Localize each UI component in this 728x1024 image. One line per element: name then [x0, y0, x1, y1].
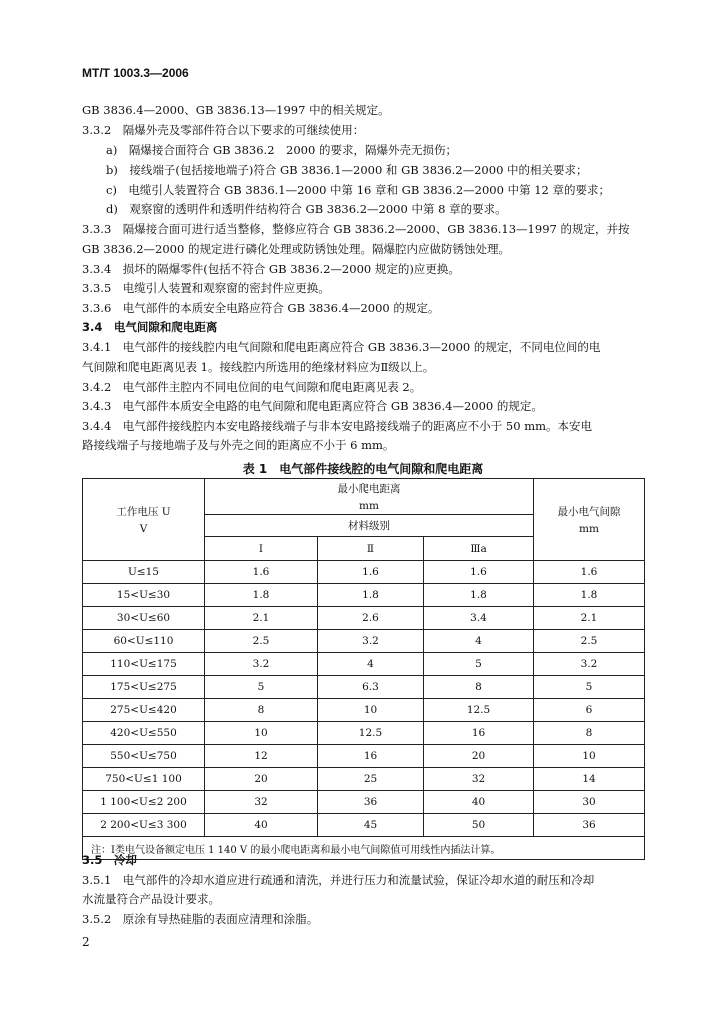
- table-body: [83, 561, 645, 837]
- value-cell: 1.6: [205, 561, 318, 584]
- value-cell: 2.5: [534, 630, 645, 653]
- value-cell: 1.8: [534, 584, 645, 607]
- value-cell: 32: [205, 791, 318, 814]
- text-line: 水流量符合产品设计要求。: [82, 892, 220, 906]
- header-voltage-label: 工作电压 U: [116, 506, 171, 518]
- value-cell: 1.6: [534, 561, 645, 584]
- clause-3-4-1: 3.4.1 电气部件的接线腔内电气间隙和爬电距离应符合 GB 3836.3—2000 的规定，不同电位间的电: [82, 340, 601, 354]
- table-row: [83, 791, 645, 814]
- value-cell: 10: [534, 745, 645, 768]
- table-row: [83, 699, 645, 722]
- value-cell: 6: [534, 699, 645, 722]
- value-cell: 1.8: [205, 584, 318, 607]
- clause-3-3-5: 3.3.5 电缆引人装置和观察窗的密封件应更换。: [82, 281, 330, 295]
- clause-3-5-2: 3.5.2 原涂有导热硅脂的表面应清理和涂脂。: [82, 912, 319, 926]
- voltage-range-cell: 550<U≤750: [83, 745, 205, 768]
- value-cell: 3.4: [424, 607, 534, 630]
- header-creepage-label: 最小爬电距离: [337, 483, 401, 495]
- value-cell: 8: [205, 699, 318, 722]
- value-cell: 4: [318, 653, 424, 676]
- value-cell: 25: [318, 768, 424, 791]
- value-cell: 12: [205, 745, 318, 768]
- header-voltage: [83, 479, 205, 561]
- item-a: a) 隔爆接合面符合 GB 3836.2 2000 的要求，隔爆外壳无损伤；: [106, 143, 457, 157]
- value-cell: 40: [205, 814, 318, 837]
- table-row: [83, 814, 645, 837]
- value-cell: 36: [318, 791, 424, 814]
- value-cell: 50: [424, 814, 534, 837]
- clause-3-3-3: 3.3.3 隔爆接合面可进行适当整修，整修应符合 GB 3836.2—2000、GB 3836.13—1997 的规定，并按: [82, 222, 630, 236]
- voltage-range-cell: 1 100<U≤2 200: [83, 791, 205, 814]
- header-material-I: Ⅰ: [205, 537, 318, 561]
- value-cell: 4: [424, 630, 534, 653]
- page-number: 2: [82, 935, 90, 949]
- clause-3-4-3: 3.4.3 电气部件本质安全电路的电气间隙和爬电距离应符合 GB 3836.4—2000 的规定。: [82, 399, 543, 413]
- value-cell: 10: [318, 699, 424, 722]
- value-cell: 3.2: [205, 653, 318, 676]
- table-row: [83, 722, 645, 745]
- value-cell: 2.6: [318, 607, 424, 630]
- text-line: 路接线端子与接地端子及与外壳之间的距离应不小于 6 mm。: [82, 438, 395, 452]
- voltage-range-cell: U≤15: [83, 561, 205, 584]
- value-cell: 3.2: [318, 630, 424, 653]
- voltage-range-cell: 2 200<U≤3 300: [83, 814, 205, 837]
- value-cell: 12.5: [424, 699, 534, 722]
- value-cell: 40: [424, 791, 534, 814]
- voltage-range-cell: 30<U≤60: [83, 607, 205, 630]
- text-line: 气间隙和爬电距离见表 1。接线腔内所选用的绝缘材料应为Ⅱ级以上。: [82, 360, 435, 374]
- value-cell: 5: [205, 676, 318, 699]
- clause-3-3-2: 3.3.2 隔爆外壳及零部件符合以下要求的可继续使用：: [82, 123, 365, 137]
- header-material-class: 材料级别: [205, 515, 534, 537]
- header-clearance-unit: mm: [579, 523, 599, 535]
- table-row: [83, 676, 645, 699]
- clause-3-3-6: 3.3.6 电气部件的本质安全电路应符合 GB 3836.4—2000 的规定。: [82, 301, 440, 315]
- text-line: GB 3836.4—2000、GB 3836.13—1997 中的相关规定。: [82, 103, 390, 117]
- clause-3-4-2: 3.4.2 电气部件主腔内不同电位间的电气间隙和爬电距离见表 2。: [82, 380, 422, 394]
- clause-3-4-4: 3.4.4 电气部件接线腔内本安电路接线端子与非本安电路接线端子的距离应不小于 50 mm。本安电: [82, 419, 593, 433]
- header-creepage-unit: mm: [359, 500, 379, 512]
- table-row: [83, 630, 645, 653]
- voltage-range-cell: 175<U≤275: [83, 676, 205, 699]
- table-row: [83, 607, 645, 630]
- table-note: 注：Ⅰ类电气设备额定电压 1 140 V 的最小爬电距离和最小电气间隙值可用线性内插法计算。: [83, 837, 645, 860]
- table-row: [83, 745, 645, 768]
- value-cell: 36: [534, 814, 645, 837]
- value-cell: 14: [534, 768, 645, 791]
- section-heading-3-5: 3.5 冷却: [82, 853, 137, 867]
- clause-3-5-1: 3.5.1 电气部件的冷却水道应进行疏通和清洗，并进行压力和流量试验，保证冷却水道的耐压和冷却: [82, 873, 595, 887]
- value-cell: 3.2: [534, 653, 645, 676]
- voltage-range-cell: 420<U≤550: [83, 722, 205, 745]
- header-material-II: Ⅱ: [318, 537, 424, 561]
- value-cell: 2.1: [534, 607, 645, 630]
- clearance-creepage-table: [82, 478, 645, 860]
- table-row: [83, 768, 645, 791]
- voltage-range-cell: 15<U≤30: [83, 584, 205, 607]
- value-cell: 1.8: [318, 584, 424, 607]
- value-cell: 6.3: [318, 676, 424, 699]
- clause-3-3-4: 3.3.4 损坏的隔爆零件(包括不符合 GB 3836.2—2000 规定的)应更换。: [82, 262, 460, 276]
- table-row: [83, 653, 645, 676]
- value-cell: 45: [318, 814, 424, 837]
- value-cell: 5: [424, 653, 534, 676]
- value-cell: 1.6: [424, 561, 534, 584]
- value-cell: 8: [534, 722, 645, 745]
- value-cell: 5: [534, 676, 645, 699]
- table-row: [83, 561, 645, 584]
- header-voltage-unit: V: [139, 523, 148, 535]
- voltage-range-cell: 110<U≤175: [83, 653, 205, 676]
- voltage-range-cell: 275<U≤420: [83, 699, 205, 722]
- text-line: GB 3836.2—2000 的规定进行磷化处理或防锈蚀处理。隔爆腔内应做防锈蚀处理。: [82, 242, 510, 256]
- item-c: c) 电缆引人装置符合 GB 3836.1—2000 中第 16 章和 GB 3836.2—2000 中第 12 章的要求；: [106, 183, 611, 197]
- value-cell: 1.8: [424, 584, 534, 607]
- standard-header: MT/T 1003.3—2006: [82, 66, 189, 80]
- value-cell: 8: [424, 676, 534, 699]
- item-b: b) 接线端子(包括接地端子)符合 GB 3836.1—2000 和 GB 3836.2—2000 中的相关要求；: [106, 163, 588, 177]
- header-creepage: [205, 479, 534, 515]
- item-d: d) 观察窗的透明件和透明件结构符合 GB 3836.2—2000 中第 8 章的要求。: [106, 202, 507, 216]
- header-material-IIIa: Ⅲa: [424, 537, 534, 561]
- value-cell: 2.5: [205, 630, 318, 653]
- value-cell: 1.6: [318, 561, 424, 584]
- value-cell: 30: [534, 791, 645, 814]
- value-cell: 12.5: [318, 722, 424, 745]
- header-clearance-label: 最小电气间隙: [557, 506, 621, 518]
- value-cell: 20: [205, 768, 318, 791]
- section-heading-3-4: 3.4 电气间隙和爬电距离: [82, 320, 218, 334]
- value-cell: 20: [424, 745, 534, 768]
- voltage-range-cell: 750<U≤1 100: [83, 768, 205, 791]
- voltage-range-cell: 60<U≤110: [83, 630, 205, 653]
- value-cell: 2.1: [205, 607, 318, 630]
- value-cell: 32: [424, 768, 534, 791]
- table-caption: 表 1 电气部件接线腔的电气间隙和爬电距离: [242, 462, 484, 476]
- value-cell: 10: [205, 722, 318, 745]
- header-clearance: [534, 479, 645, 561]
- value-cell: 16: [318, 745, 424, 768]
- value-cell: 16: [424, 722, 534, 745]
- table-row: [83, 584, 645, 607]
